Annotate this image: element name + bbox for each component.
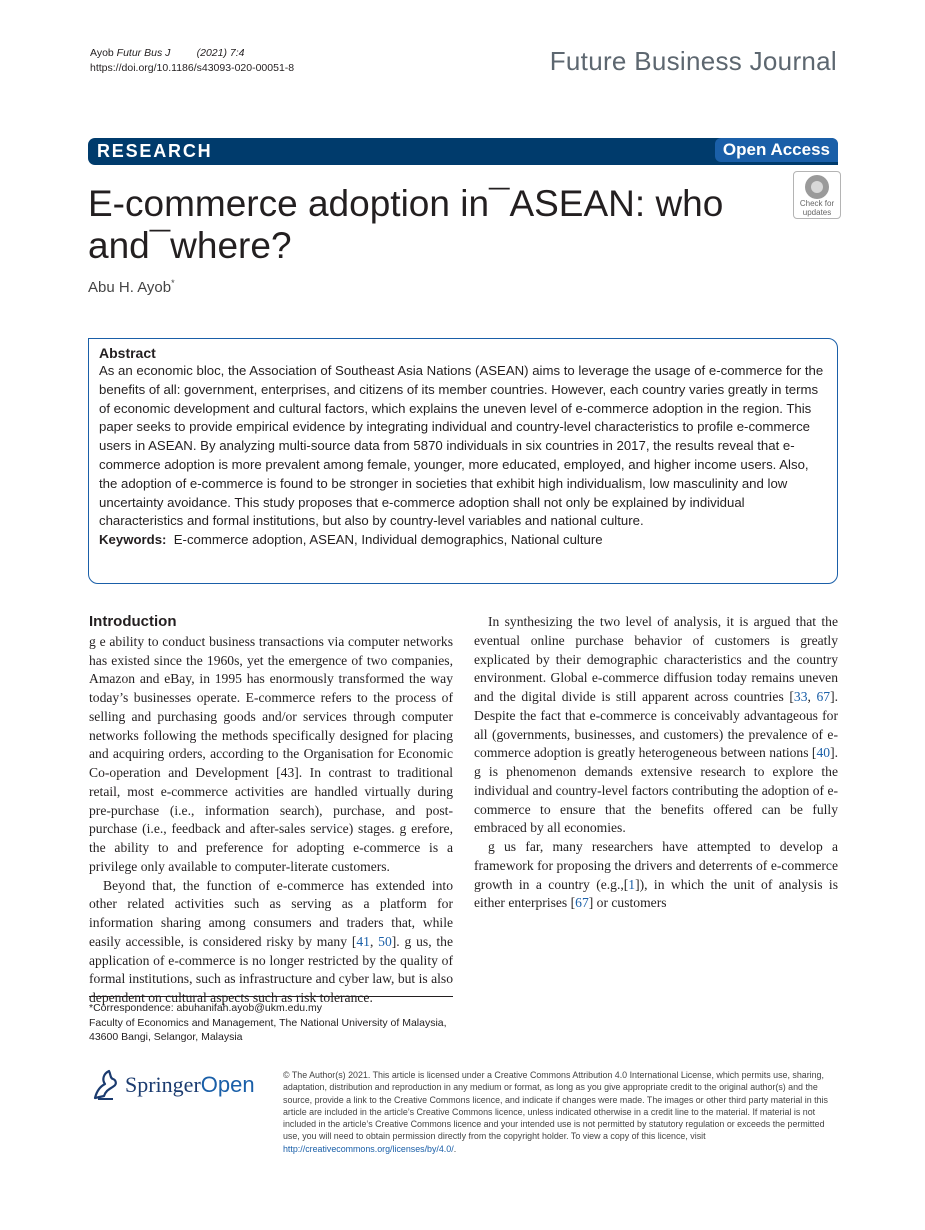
paragraph-2-text-end: ]. g us, the application of e-commerce is no longer restricted by the quality of formal institutions, such as infrastructure and cyber law, but is also dependent on cultural aspects such as risk tolerance. — [89, 933, 454, 1005]
citation-author: Ayob — [90, 47, 114, 59]
keywords-line — [99, 531, 827, 550]
journal-name: Future Business Journal — [549, 46, 837, 76]
paragraph-3-text: In synthesizing the two level of analysis, it is argued that the eventual online purchase behavior of customers is greatly explicated by their demographic characteristics and the country environment. Global e-commerce diffusion today remains uneven and the digital divide is still apparent across countries [ — [474, 614, 838, 704]
license-text: © The Author(s) 2021. This article is licensed under a Creative Commons Attribution 4.0 International License, which permits use, sharing, adaptation, distribution and reproduction in any medium or format, as long as you give appropriate credit to the original author(s) and the source, provide a link to the Creative Commons licence, and indicate if changes were made. The images or other third party material in this article are included in the article’s Creative Commons licence, unless indicated otherwise in a credit line to the material. If material is not included in the article’s Creative Commons licence and your intended use is not permitted by statutory regulation or exceeds the permitted use, you will need to obtain permission directly from the copyright holder. To view a copy of this licence, visit — [283, 1070, 828, 1142]
citation-block — [90, 46, 294, 76]
brand-open: Open — [200, 1072, 255, 1097]
author-line — [88, 278, 175, 296]
body-column-left — [89, 613, 453, 1008]
citation-journal: Futur Bus J — [116, 47, 171, 59]
introduction-heading: Introduction — [89, 613, 177, 630]
doi-link[interactable]: https://doi.org/10.1186/s43093-020-00051-8 — [90, 62, 295, 74]
correspondence-footnote — [89, 996, 453, 1045]
abstract-box — [88, 338, 838, 584]
citation-ref-40[interactable]: 40 — [816, 745, 831, 761]
paragraph-4-text-end: ] or customers — [588, 895, 667, 911]
abstract-text: As an economic bloc, the Association of Southeast Asia Nations (ASEAN) aims to leverage the usage of e-commerce for the benefits of all: government, enterprises, and citizens of its member countries. However, each country varies greatly in terms of economic development and cultural factors, which explains the uneven level of e-commerce adoption in the region. This paper seeks to provide empirical evidence by integrating individual and country-level characteristics to profile e-commerce users in ASEAN. By analyzing multi-source data from 5870 individuals in six countries in 2017, the results reveal that e-commerce adoption is more prevalent among female, younger, more educated, employed, and higher income users. Also, the adoption of e-commerce is found to be stronger in societies that exhibit high individualism, low masculinity and low uncertainty avoidance. This study proposes that e-commerce adoption shall not only be explained by individual characteristics and formal institutions, but also by country-level variables and national culture. — [99, 363, 824, 529]
paragraph-4 — [474, 838, 838, 913]
check-updates-line1: Check for — [799, 199, 835, 208]
paragraph-1: g e ability to conduct business transactions via computer networks has existed since the 1960s, yet the emergence of two companies, Amazon and eBay, in 1995 has enormously transformed the way today’s businesses operate. E-commerce refers to the process of selling and purchasing goods and/or services through computer networks following the methods specifically designed for placing and acquiring orders, according to the Organisation for Economic Co-operation and Development [43]. In contrast to traditional retail, most e-commerce activities are handled virtually during pre-purchase (i.e., information search), purchase, and post-purchase (i.e., feedback and after-sales service) stages. g erefore, the ability to and preference for adopting e-commerce is a privilege only available to computer-literate customers. — [89, 633, 453, 874]
section-label: RESEARCH — [97, 141, 213, 161]
author-name[interactable]: Abu H. Ayob — [88, 279, 172, 296]
citation-year: (2021) 7:4 — [196, 47, 245, 59]
citation-ref-41[interactable]: 41 — [356, 933, 370, 949]
correspondence-email[interactable]: *Correspondence: abuhanifah.ayob@ukm.edu.my — [89, 1002, 323, 1014]
citation-line — [90, 46, 294, 61]
citation-ref-1[interactable]: 1 — [628, 876, 636, 892]
keywords-list: E-commerce adoption, ASEAN, Individual demographics, National culture — [173, 532, 603, 548]
brand-springer: Springer — [125, 1072, 201, 1097]
paragraph-3-text-end: ]. g is phenomenon demands extensive research to explore the individual and country-level factors contributing the adoption of e-commerce to ensure that the benefits offered can be fully embraced by all economies. — [474, 745, 838, 836]
citation-ref-67[interactable]: 67 — [816, 689, 831, 704]
license-link[interactable]: http://creativecommons.org/licenses/by/4.0/ — [283, 1143, 454, 1154]
license-end: . — [453, 1143, 457, 1154]
affiliation: Faculty of Economics and Management, The National University of Malaysia, 43600 Bangi, Selangor, Malaysia — [89, 1016, 447, 1043]
springer-open-wordmark — [125, 1072, 255, 1098]
keywords-label: Keywords: — [99, 532, 167, 548]
license-notice — [283, 1069, 838, 1155]
body-column-right — [474, 613, 838, 913]
paragraph-3-text-mid: ]. Despite the fact that e-commerce is conceivably advantageous for all (governments, businesses, and customers) the prevalence of e-commerce adoption is greatly heterogeneous between nations [ — [474, 689, 839, 761]
open-access-badge: Open Access — [715, 138, 838, 162]
springer-open-logo — [89, 1066, 269, 1106]
check-for-updates-button[interactable] — [793, 171, 841, 219]
paragraph-3: In synthesizing the two level of analysis, it is argued that the eventual online purchase behavior of customers is greatly explicated by their demographic characteristics and the country environment. Global e-commerce diffusion today remains uneven and the digital divide is still apparent across countries [33, 67]. Despite the fact that e-commerce is conceivably advantageous for all (governments, businesses, and customers) the prevalence of e-commerce adoption is greatly heterogeneous between nations [40]. g is phenomenon demands extensive research to explore the individual and country-level factors contributing the adoption of e-commerce to ensure that the benefits offered can be fully embraced by all economies. — [474, 614, 839, 836]
paragraph-2: Beyond that, the function of e-commerce has extended into other related activities such as serving as a platform for information sharing among consumers and traders that, while easily accessible, is considered risky by many [41, 50]. g us, the application of e-commerce is no longer restricted by the quality of formal institutions, such as infrastructure and cyber law, but is also dependent on cultural aspects such as risk tolerance. — [89, 877, 454, 1005]
springer-horse-icon — [89, 1068, 121, 1102]
paragraph-4-text: g us far, many researchers have attempted to develop a framework for proposing the drivers and deterrents of e-commerce growth in a country (e.g.,[ — [474, 839, 838, 892]
paragraph-2-text: Beyond that, the function of e-commerce has extended into other related activities such as serving as a platform for information sharing among consumers and traders that, while easily accessible, is considered risky by many [ — [89, 877, 453, 949]
article-title: E-commerce adoption in¯ASEAN: who and¯where? — [88, 183, 724, 266]
paragraph-4-text-mid: ]), in which the unit of analysis is either enterprises [ — [474, 876, 838, 911]
citation-ref-67b[interactable]: 67 — [575, 895, 589, 911]
check-updates-icon — [805, 175, 829, 199]
citation-ref-33[interactable]: 33 — [793, 689, 808, 704]
corresponding-mark: * — [171, 278, 175, 288]
citation-ref-50[interactable]: 50 — [378, 933, 392, 949]
check-updates-line2: updates — [802, 208, 832, 217]
abstract-heading: Abstract — [99, 345, 156, 361]
